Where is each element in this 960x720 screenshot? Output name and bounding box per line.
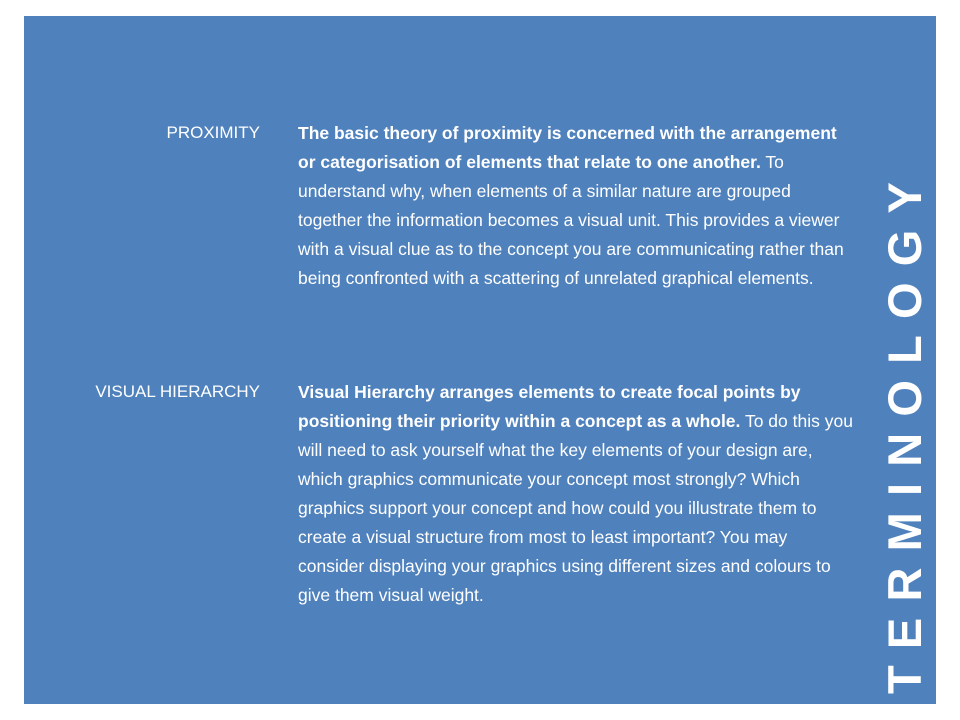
term-label-proximity: PROXIMITY	[166, 123, 260, 142]
term-description-body: To do this you will need to ask yourself what the key elements of your design are, which graphics communicate your concept most strongly? Which graphics support your concept and how could you illustrate them to create a visual structure from most to least important? You may consider displaying your graphics using different sizes and colours to give them visual weight.	[298, 411, 853, 605]
term-description-proximity	[298, 119, 858, 293]
term-description-lead: Visual Hierarchy arranges elements to create focal points by positioning their priority within a concept as a whole.	[298, 382, 801, 431]
side-title: TERMINOLOGY	[878, 165, 931, 694]
slide	[24, 16, 936, 704]
term-label-visual-hierarchy: VISUAL HIERARCHY	[95, 382, 260, 401]
term-description-lead: The basic theory of proximity is concerned with the arrangement or categorisation of elements that relate to one another.	[298, 123, 837, 172]
term-description-visual-hierarchy	[298, 378, 858, 610]
term-description-body: To understand why, when elements of a similar nature are grouped together the information becomes a visual unit. This provides a viewer with a visual clue as to the concept you are communicating rather than being confronted with a scattering of unrelated graphical elements.	[298, 152, 844, 288]
